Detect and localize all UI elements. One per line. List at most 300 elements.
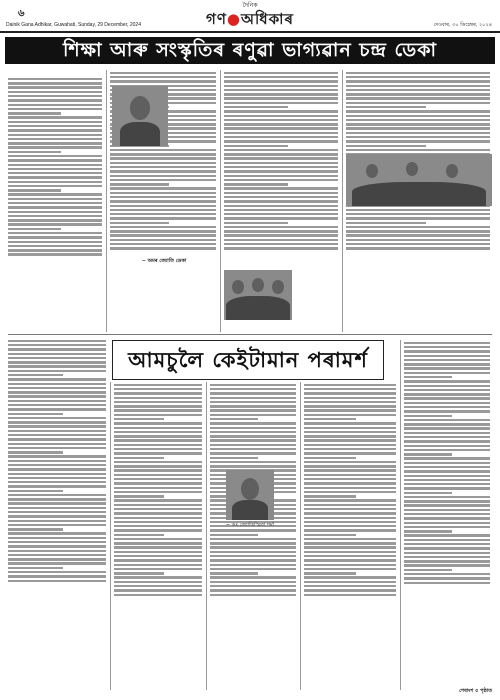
text-line	[404, 342, 490, 344]
text-line	[304, 418, 356, 420]
text-line	[210, 444, 296, 446]
text-line	[8, 185, 102, 187]
text-line	[8, 562, 106, 564]
text-line	[8, 95, 102, 97]
text-line	[114, 495, 164, 497]
page-header	[0, 0, 500, 34]
text-line	[8, 78, 102, 80]
text-line	[304, 521, 396, 523]
text-line	[404, 479, 490, 481]
column-divider	[220, 70, 221, 332]
text-line	[110, 149, 216, 151]
text-line	[8, 567, 63, 569]
text-line	[8, 129, 102, 131]
text-line	[8, 91, 102, 93]
text-line	[8, 253, 102, 255]
text-line	[346, 140, 490, 142]
text-line	[210, 559, 296, 561]
text-line	[224, 93, 338, 95]
text-line	[224, 80, 338, 82]
masthead	[185, 2, 315, 28]
text-line	[210, 555, 296, 557]
text-line	[210, 431, 296, 433]
text-line	[210, 585, 296, 587]
text-line	[404, 363, 490, 365]
text-line	[110, 76, 216, 78]
text-line	[346, 222, 426, 224]
text-line	[114, 504, 202, 506]
text-line	[8, 391, 106, 393]
text-line	[110, 80, 216, 82]
text-line	[404, 397, 490, 399]
text-line	[404, 457, 490, 459]
text-line	[210, 457, 258, 459]
bottom-article-column-3	[210, 382, 298, 690]
header-date: দেওবাৰ, ৩০ ডিচেম্বৰ, ২০২৪	[433, 22, 492, 28]
text-line	[114, 435, 202, 437]
text-line	[224, 170, 338, 172]
text-line	[304, 585, 396, 587]
text-line	[404, 449, 490, 451]
text-line	[304, 435, 396, 437]
text-line	[8, 206, 102, 208]
text-line	[114, 551, 202, 553]
text-line	[304, 405, 396, 407]
text-line	[114, 487, 202, 489]
text-line	[404, 346, 490, 348]
text-line	[8, 417, 106, 419]
text-line	[8, 82, 102, 84]
group-photo-2	[346, 154, 492, 206]
text-line	[224, 230, 338, 232]
text-line	[404, 509, 490, 511]
text-line	[114, 418, 164, 420]
text-line	[404, 350, 490, 352]
text-line	[8, 112, 61, 114]
text-line	[114, 555, 202, 557]
text-line	[304, 495, 356, 497]
text-line	[404, 517, 490, 519]
text-line	[404, 500, 490, 502]
text-line	[404, 564, 490, 566]
text-line	[8, 464, 106, 466]
text-line	[224, 217, 338, 219]
text-line	[224, 157, 338, 159]
text-line	[224, 183, 288, 185]
text-line	[8, 395, 106, 397]
text-line	[346, 123, 490, 125]
text-line	[8, 541, 106, 543]
text-line	[404, 547, 490, 549]
text-line	[114, 581, 202, 583]
author-photo-caption: ~ ডঃ জ্যোতিস্মিতা শৰ্মা	[225, 522, 275, 528]
text-line	[8, 125, 102, 127]
text-line	[8, 189, 61, 191]
text-line	[404, 470, 490, 472]
section-divider	[8, 334, 492, 335]
text-line	[8, 211, 102, 213]
text-line	[114, 409, 202, 411]
text-line	[8, 421, 106, 423]
text-line	[110, 162, 216, 164]
text-line	[114, 427, 202, 429]
text-line	[8, 236, 102, 238]
masthead-title-part2: অধিকাৰ	[241, 10, 294, 28]
text-line	[404, 367, 490, 369]
text-line	[110, 72, 216, 74]
text-line	[404, 466, 490, 468]
text-line	[224, 196, 338, 198]
text-line	[404, 513, 490, 515]
text-block	[8, 70, 104, 76]
text-line	[8, 383, 106, 385]
text-line	[304, 397, 396, 399]
text-line	[404, 543, 490, 545]
text-line	[304, 427, 396, 429]
text-line	[210, 551, 296, 553]
text-line	[304, 538, 396, 540]
text-line	[404, 393, 490, 395]
text-line	[224, 115, 338, 117]
text-line	[304, 478, 396, 480]
text-line	[114, 482, 202, 484]
text-line	[404, 389, 490, 391]
text-line	[8, 520, 106, 522]
text-line	[404, 539, 490, 541]
text-line	[8, 134, 102, 136]
text-line	[8, 378, 106, 380]
text-line	[224, 239, 338, 241]
text-line	[224, 209, 338, 211]
text-line	[210, 461, 296, 463]
text-line	[304, 384, 396, 386]
text-line	[114, 474, 202, 476]
text-line	[114, 559, 202, 561]
text-line	[346, 89, 490, 91]
text-line	[304, 474, 396, 476]
text-line	[304, 465, 396, 467]
text-line	[346, 80, 490, 82]
text-line	[304, 517, 396, 519]
text-line	[346, 243, 490, 245]
text-line	[114, 508, 202, 510]
text-line	[8, 404, 106, 406]
text-line	[8, 408, 106, 410]
text-line	[210, 452, 296, 454]
text-line	[210, 418, 258, 420]
text-line	[114, 465, 202, 467]
text-line	[224, 166, 338, 168]
text-line	[114, 499, 202, 501]
text-line	[210, 564, 296, 566]
text-line	[346, 217, 490, 219]
text-line	[346, 239, 490, 241]
header-rule	[0, 31, 500, 33]
text-line	[8, 387, 106, 389]
text-line	[114, 405, 202, 407]
text-line	[346, 115, 490, 117]
text-line	[224, 153, 338, 155]
text-line	[110, 205, 216, 207]
text-line	[114, 594, 202, 596]
text-line	[210, 546, 296, 548]
text-line	[224, 243, 338, 245]
text-line	[224, 192, 338, 194]
text-line	[404, 577, 490, 579]
text-line	[210, 568, 296, 570]
text-line	[304, 491, 396, 493]
text-line	[8, 468, 106, 470]
text-line	[8, 168, 102, 170]
text-line	[210, 572, 258, 574]
page-number: ৬	[18, 8, 25, 19]
text-line	[8, 515, 106, 517]
text-line	[304, 414, 396, 416]
portrait-photo	[112, 86, 168, 146]
column-divider	[300, 382, 301, 690]
text-line	[224, 200, 338, 202]
text-line	[110, 217, 216, 219]
text-line	[304, 568, 396, 570]
text-line	[346, 85, 490, 87]
text-line	[110, 153, 216, 155]
text-line	[114, 448, 202, 450]
text-line	[110, 239, 216, 241]
text-line	[346, 209, 490, 211]
text-line	[224, 213, 338, 215]
text-line	[304, 388, 396, 390]
text-line	[110, 183, 169, 185]
text-line	[224, 89, 338, 91]
text-line	[8, 550, 106, 552]
text-line	[346, 110, 490, 112]
text-line	[224, 123, 338, 125]
text-line	[114, 457, 164, 459]
text-line	[8, 438, 106, 440]
text-line	[404, 440, 490, 442]
text-line	[8, 485, 106, 487]
text-line	[404, 526, 490, 528]
text-line	[210, 594, 296, 596]
text-line	[346, 119, 490, 121]
text-line	[8, 365, 106, 367]
text-line	[210, 414, 296, 416]
text-line	[114, 517, 202, 519]
text-line	[224, 175, 338, 177]
text-line	[346, 226, 490, 228]
text-line	[8, 172, 102, 174]
text-line	[304, 572, 356, 574]
text-line	[114, 542, 202, 544]
text-line	[210, 534, 258, 536]
text-line	[110, 175, 216, 177]
text-line	[224, 162, 338, 164]
text-line	[8, 537, 106, 539]
text-line	[114, 564, 202, 566]
text-line	[114, 589, 202, 591]
text-line	[8, 425, 106, 427]
text-line	[8, 357, 106, 359]
text-line	[8, 528, 63, 530]
text-line	[8, 524, 106, 526]
text-line	[8, 249, 102, 251]
text-line	[304, 546, 396, 548]
text-line	[404, 462, 490, 464]
text-line	[346, 97, 490, 99]
text-line	[114, 439, 202, 441]
text-line	[224, 102, 338, 104]
text-line	[8, 193, 102, 195]
text-line	[404, 385, 490, 387]
column-divider	[400, 340, 401, 690]
text-line	[304, 452, 396, 454]
text-line	[114, 491, 202, 493]
text-line	[110, 247, 216, 249]
text-line	[404, 582, 490, 584]
text-line	[210, 542, 296, 544]
text-line	[210, 405, 296, 407]
text-line	[404, 359, 490, 361]
text-line	[114, 538, 202, 540]
text-line	[8, 348, 106, 350]
text-line	[8, 580, 106, 582]
text-line	[114, 401, 202, 403]
group-photo-1	[224, 270, 292, 320]
text-line	[8, 490, 63, 492]
text-line	[346, 102, 490, 104]
text-line	[8, 460, 106, 462]
text-line	[304, 508, 396, 510]
text-line	[224, 179, 338, 181]
text-line	[304, 448, 396, 450]
text-line	[110, 234, 216, 236]
text-line	[8, 477, 106, 479]
text-line	[304, 461, 396, 463]
text-line	[404, 504, 490, 506]
text-line	[404, 427, 490, 429]
text-line	[110, 187, 216, 189]
text-line	[114, 546, 202, 548]
masthead-title-part1: গণ	[206, 10, 227, 28]
text-line	[346, 93, 490, 95]
text-line	[8, 361, 106, 363]
text-line	[404, 483, 490, 485]
text-line	[304, 431, 396, 433]
text-line	[114, 431, 202, 433]
masthead-small: দৈনিক	[242, 2, 258, 9]
text-line	[404, 402, 490, 404]
text-line	[8, 473, 106, 475]
text-line	[8, 116, 102, 118]
text-line	[404, 530, 452, 532]
text-line	[8, 353, 106, 355]
text-line	[8, 198, 102, 200]
text-line	[224, 187, 338, 189]
text-line	[8, 494, 106, 496]
text-line	[114, 388, 202, 390]
text-line	[210, 589, 296, 591]
top-article-column-1	[8, 70, 104, 332]
text-line	[210, 538, 296, 540]
text-line	[304, 589, 396, 591]
text-line	[346, 76, 490, 78]
text-line	[114, 529, 202, 531]
text-line	[110, 157, 216, 159]
text-line	[210, 427, 296, 429]
text-line	[8, 99, 102, 101]
text-line	[346, 145, 426, 147]
text-line	[224, 140, 338, 142]
text-line	[8, 451, 63, 453]
text-line	[404, 475, 490, 477]
text-line	[404, 560, 490, 562]
text-line	[224, 72, 338, 74]
text-line	[224, 76, 338, 78]
text-line	[8, 532, 106, 534]
bottom-title-box	[112, 340, 384, 380]
text-line	[304, 401, 396, 403]
text-line	[8, 164, 102, 166]
bottom-article-column-5	[404, 340, 492, 690]
text-line	[304, 529, 396, 531]
bottom-article-column-4	[304, 382, 398, 690]
text-line	[404, 552, 490, 554]
bottom-article-column-1	[8, 338, 108, 690]
masthead-title	[206, 10, 294, 28]
text-line	[404, 522, 490, 524]
text-line	[114, 568, 202, 570]
column-divider	[110, 382, 111, 690]
text-line	[110, 213, 216, 215]
text-line	[404, 496, 490, 498]
text-line	[224, 97, 338, 99]
text-line	[404, 410, 490, 412]
text-line	[8, 142, 102, 144]
text-line	[224, 145, 288, 147]
text-line	[224, 222, 288, 224]
text-line	[304, 504, 396, 506]
masthead-dot-icon: ●	[226, 10, 241, 28]
text-line	[8, 159, 102, 161]
text-line	[114, 534, 164, 536]
text-line	[304, 542, 396, 544]
text-line	[346, 213, 490, 215]
text-line	[8, 181, 102, 183]
text-line	[224, 132, 338, 134]
text-line	[114, 478, 202, 480]
text-line	[346, 106, 426, 108]
text-line	[110, 230, 216, 232]
text-line	[404, 355, 490, 357]
bottom-article-column-2	[114, 382, 204, 690]
text-line	[8, 138, 102, 140]
text-line	[304, 564, 396, 566]
text-line	[114, 521, 202, 523]
text-line	[304, 581, 396, 583]
text-line	[210, 422, 296, 424]
text-line	[8, 370, 106, 372]
text-line	[8, 108, 102, 110]
text-line	[114, 525, 202, 527]
text-line	[8, 151, 61, 153]
text-line	[110, 179, 216, 181]
text-line	[8, 228, 61, 230]
text-line	[8, 413, 63, 415]
text-line	[404, 569, 452, 571]
text-line	[114, 397, 202, 399]
text-line	[304, 457, 356, 459]
continued-note: শেষাংশ ৫ পৃষ্ঠাত	[459, 688, 492, 694]
